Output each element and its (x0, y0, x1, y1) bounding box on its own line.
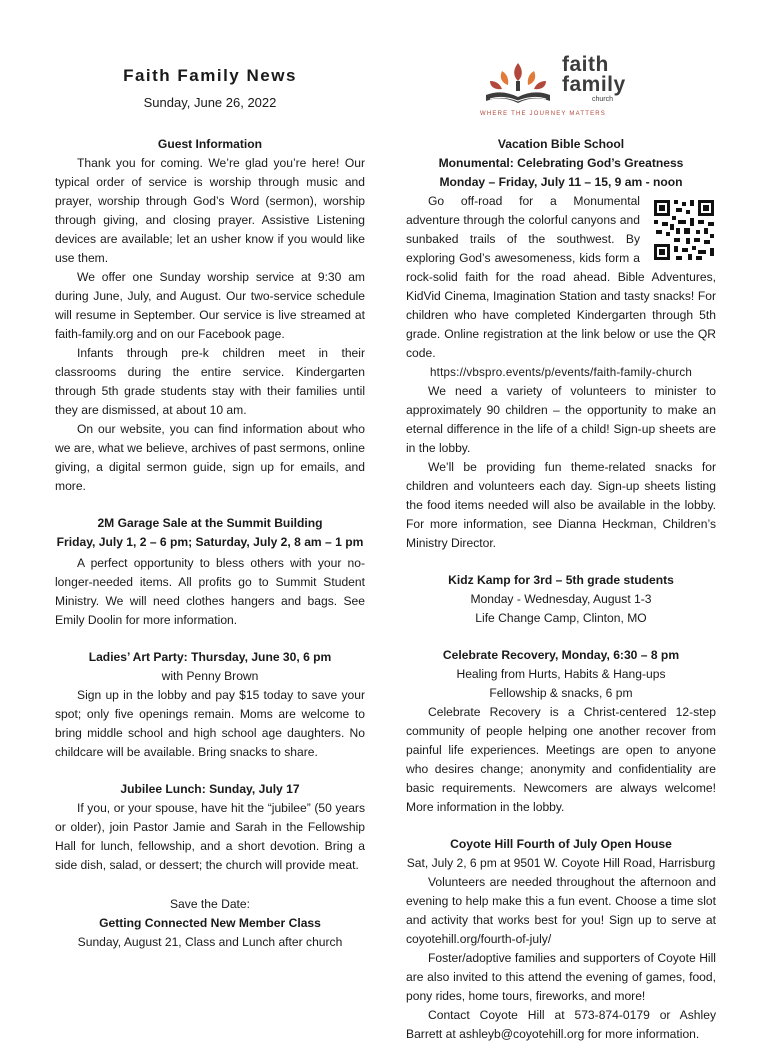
coyote-hill-volunteers-paragraph: Volunteers are needed throughout the afternoon and evening to help make this a fun event. Choose a time slot and activity that works best for you! Sign up to serve at coyotehill.org/fourth-of-july/ (406, 875, 716, 946)
save-the-date-label: Save the Date: (169, 897, 250, 911)
coyote-hill-details: Sat, July 2, 6 pm at 9501 W. Coyote Hill Road, Harrisburg (406, 856, 716, 870)
guest-info-heading: Guest Information (157, 137, 263, 151)
garage-sale-heading: 2M Garage Sale at the Summit Building (97, 516, 323, 530)
guest-info-paragraph: We offer one Sunday worship service at 9:30 am during June, July, and August. Our two-service schedule will resume in September. Our service is live streamed at faith-family.org and on our Facebook page. (55, 270, 365, 341)
art-party-subheading: with Penny Brown (161, 669, 259, 683)
garage-sale-paragraph: A perfect opportunity to bless others with your no-longer-needed items. All profits go to Summit Student Ministry. We will need clothes hangers and bags. See Emily Doolin for more information. (55, 556, 365, 627)
masthead (55, 66, 365, 110)
spacer (55, 875, 365, 895)
vbs-dates: Monday – Friday, July 11 – 15, 9 am - noon (439, 175, 683, 189)
coyote-hill-heading: Coyote Hill Fourth of July Open House (450, 837, 672, 851)
spacer (406, 817, 716, 835)
church-logo (472, 55, 642, 121)
jubilee-lunch-paragraph: If you, or your spouse, have hit the “jubilee” (50 years or older), join Pastor Jamie and Sarah in the Fellowship Hall for lunch, fellowship, and a short devotion. Bring a side dish, salad, or dessert; the church will provide meat. (55, 801, 365, 872)
qr-code-graphic (652, 198, 716, 262)
guest-info-paragraph: Thank you for coming. We’re glad you’re here! Our typical order of service is worship through music and prayer, worship through God’s Word (sermon), worship through giving, and closing prayer. Assistive Listening devices are available; let an usher know if you would like use them. (55, 156, 365, 265)
art-party-paragraph: Sign up in the lobby and pay $15 today to save your spot; only five openings remain. Moms are welcome to bring middle school and high school age daughters. No childcare will be available. Bring snacks to share. (55, 688, 365, 759)
spacer (55, 496, 365, 514)
vbs-description: Go off-road for a Monumental adventure through the colorful canyons and sunbaked trails of the southwest. By exploring God’s awesomeness, kids form a rock-solid faith for the road ahead. Bible Adventures, KidVid Cinema, Imagination Station and tasty snacks! For children who have completed Kindergarten through 5th grade. Online registration at the link below or use the QR code. (406, 194, 716, 360)
vbs-registration-link[interactable]: https://vbspro.events/p/events/faith-family-church (430, 366, 692, 379)
celebrate-recovery-paragraph: Celebrate Recovery is a Christ-centered 12-step community of people helping one another recover from painful life experiences. Meetings are open to anyone who desires change; anonymity and confidentiality are basic requirements. Newcomers are always welcome! More information in the lobby. (406, 705, 716, 814)
coyote-hill-contact-paragraph: Contact Coyote Hill at 573-874-0179 or Ashley Barrett at ashleyb@coyotehill.org for more information. (406, 1008, 716, 1041)
art-party-heading: Ladies’ Art Party: Thursday, June 30, 6 pm (88, 650, 332, 664)
newsletter-date: Sunday, June 26, 2022 (143, 95, 277, 110)
spacer (55, 762, 365, 780)
new-member-class-heading: Getting Connected New Member Class (99, 916, 321, 930)
right-column (406, 135, 716, 1044)
logo-text-faith: faith (562, 53, 609, 76)
logo-text-church: church (592, 96, 614, 103)
spacer (55, 630, 365, 648)
spacer (406, 628, 716, 646)
coyote-hill-invite-paragraph: Foster/adoptive families and supporters of Coyote Hill are also invited to this attend the evening of games, food, pony rides, home tours, fireworks, and more! (406, 951, 716, 1003)
kidz-kamp-dates: Monday - Wednesday, August 1-3 (470, 592, 652, 606)
newsletter-title: Faith Family News (123, 66, 297, 85)
celebrate-recovery-time: Fellowship & snacks, 6 pm (489, 686, 633, 700)
new-member-class-details: Sunday, August 21, Class and Lunch after church (77, 935, 343, 949)
qr-code-icon[interactable] (652, 198, 716, 262)
vbs-snacks-paragraph: We’ll be providing fun theme-related snacks for children and volunteers each day. Sign-up sheets listing the food items needed will also be available in the lobby. For more information, see Dianna Heckman, Children’s Ministry Director. (406, 460, 716, 550)
celebrate-recovery-subheading: Healing from Hurts, Habits & Hang-ups (456, 667, 666, 681)
guest-info-paragraph: Infants through pre-k children meet in their classrooms during the entire service. Kindergarten through 5th grade students stay with their families until they are dismissed, at about 10 am. (55, 346, 365, 417)
left-column (55, 135, 365, 952)
logo-tagline: WHERE THE JOURNEY MATTERS (480, 111, 607, 117)
logo-mark-icon (472, 55, 562, 111)
vbs-heading: Vacation Bible School (497, 137, 625, 151)
spacer (406, 553, 716, 571)
guest-info-paragraph: On our website, you can find information about who we are, what we believe, archives of past sermons, online giving, a digital sermon guide, sign up for emails, and more. (55, 422, 365, 493)
kidz-kamp-heading: Kidz Kamp for 3rd – 5th grade students (448, 573, 674, 587)
garage-sale-dates: Friday, July 1, 2 – 6 pm; Saturday, July 2, 8 am – 1 pm (56, 535, 364, 549)
celebrate-recovery-heading: Celebrate Recovery, Monday, 6:30 – 8 pm (442, 648, 680, 662)
vbs-theme: Monumental: Celebrating God’s Greatness (438, 156, 684, 170)
jubilee-lunch-heading: Jubilee Lunch: Sunday, July 17 (120, 782, 300, 796)
vbs-volunteers-paragraph: We need a variety of volunteers to minister to approximately 90 children – the opportunity to make an eternal difference in the life of a child! Sign-up sheets are in the lobby. (406, 384, 716, 455)
kidz-kamp-location: Life Change Camp, Clinton, MO (475, 611, 647, 625)
logo-text-family: family (562, 73, 626, 96)
vbs-paragraph (406, 192, 716, 363)
